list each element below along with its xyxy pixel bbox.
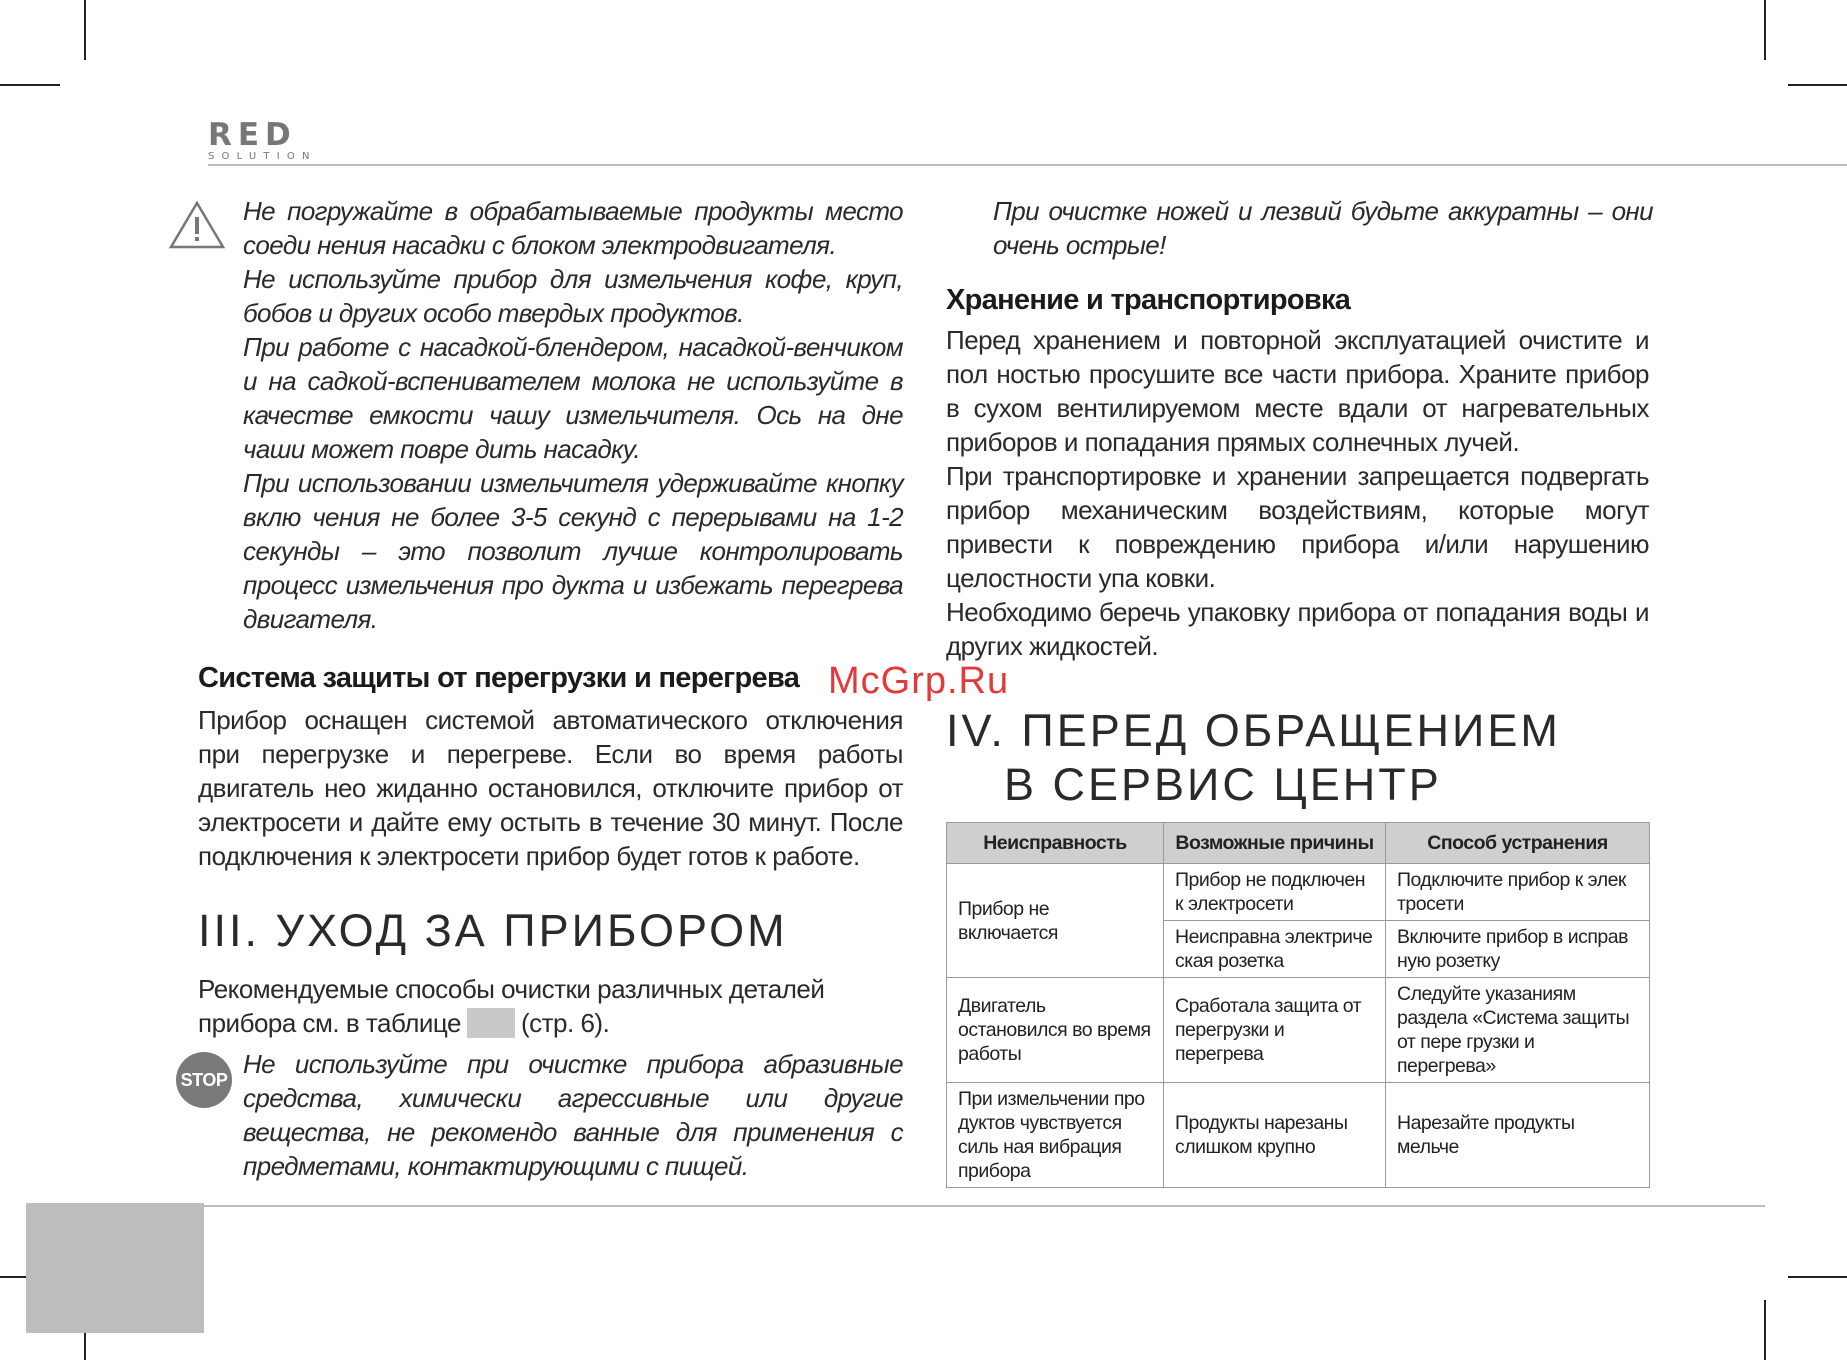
fault-cell: Прибор не включается xyxy=(947,864,1164,978)
warning-triangle-icon xyxy=(168,200,226,250)
storage-heading: Хранение и транспортировка xyxy=(946,284,1351,316)
table-header-row xyxy=(947,823,1650,864)
crop-mark xyxy=(1764,0,1766,60)
overload-heading: Система защиты от перегрузки и перегрева xyxy=(198,662,800,694)
stop-icon: STOP xyxy=(176,1052,232,1108)
crop-mark xyxy=(1764,1300,1766,1360)
care-text-before: Рекомендуемые способы очистки различных деталей прибора см. в таблице xyxy=(198,974,825,1038)
fix-cell: Нарезайте продукты мельче xyxy=(1386,1083,1650,1188)
page-number-block xyxy=(26,1203,204,1333)
brand-logo-sub: SOLUTION xyxy=(208,151,317,162)
footer-rule xyxy=(200,1205,1765,1207)
crop-mark xyxy=(1788,1276,1847,1278)
storage-paragraph: Перед хранением и повторной эксплуатацией очистите и пол ностью просушите все части прибора. Храните прибор в сухом вентилируемом месте вдали от нагревательных приборов и попадания прямых солнечных лучей. xyxy=(946,325,1649,457)
fault-cell: При измельчении про дуктов чувствуется силь ная вибрация прибора xyxy=(947,1083,1164,1188)
table-row xyxy=(947,978,1650,1083)
watermark: McGrp.Ru xyxy=(828,660,1010,702)
care-section xyxy=(198,904,903,1040)
table-row xyxy=(947,864,1650,921)
header-rule xyxy=(208,164,1847,166)
storage-paragraph: Необходимо беречь упаковку прибора от попадания воды и других жидкостей. xyxy=(946,597,1649,661)
cause-cell: Продукты нарезаны слишком крупно xyxy=(1164,1083,1386,1188)
fix-cell: Следуйте указаниям раздела «Система защиты от пере грузки и перегрева» xyxy=(1386,978,1650,1083)
service-section xyxy=(946,704,1649,812)
blade-warning xyxy=(993,194,1653,262)
overload-text: Прибор оснащен системой автоматического отключения при перегрузке и перегреве. Если во время работы двигатель нео жиданно остановился, отключите прибор от электросети и дайте ему остыть в течение 30 минут. После подключения к электросети прибор будет готов к работе. xyxy=(198,705,903,871)
brand-logo-main: RED xyxy=(208,117,297,153)
crop-mark xyxy=(84,0,86,60)
troubleshooting-table xyxy=(946,822,1650,1188)
overload-section xyxy=(198,662,903,873)
warning-paragraph: Не используйте прибор для измельчения кофе, круп, бобов и других особо твердых продуктов. xyxy=(243,264,903,328)
fix-cell: Подключите прибор к элек тросети xyxy=(1386,864,1650,921)
brand-logo xyxy=(208,117,348,162)
crop-mark xyxy=(1788,84,1847,86)
table-header-cell: Способ устранения xyxy=(1386,823,1650,864)
storage-paragraph: При транспортировке и хранении запрещается подвергать прибор механическим воздействиям, которые могут привести к повреждению прибора и/или нарушению целостности упа ковки. xyxy=(946,461,1649,593)
care-text-after: (стр. 6). xyxy=(520,1008,610,1038)
cause-cell: Прибор не подключен к электросети xyxy=(1164,864,1386,921)
care-text xyxy=(198,972,903,1040)
fix-cell: Включите прибор в исправ ную розетку xyxy=(1386,921,1650,978)
blade-warning-text: При очистке ножей и лезвий будьте аккуратны – они очень острые! xyxy=(993,196,1653,260)
cause-cell: Сработала защита от перегрузки и перегрева xyxy=(1164,978,1386,1083)
storage-section xyxy=(946,284,1649,663)
service-heading-line1: IV. ПЕРЕД ОБРАЩЕНИЕМ xyxy=(946,705,1561,756)
fault-cell: Двигатель остановился во время работы xyxy=(947,978,1164,1083)
stop-text: Не используйте при очистке прибора абразивные средства, химически агрессивные или другие вещества, не рекомендо ванные для применения с предметами, контактирующими с пищей. xyxy=(243,1049,903,1181)
left-column xyxy=(243,194,903,636)
service-heading-line2: В СЕРВИС ЦЕНТР xyxy=(1004,759,1442,810)
stop-warning xyxy=(243,1047,903,1183)
table-header-cell: Возможные причины xyxy=(1164,823,1386,864)
table-row xyxy=(947,1083,1650,1188)
cause-cell: Неисправна электриче ская розетка xyxy=(1164,921,1386,978)
care-heading: III. УХОД ЗА ПРИБОРОМ xyxy=(198,905,788,956)
table-header-cell: Неисправность xyxy=(947,823,1164,864)
warning-paragraph: При использовании измельчителя удерживайте кнопку вклю чения не более 3-5 секунд с перерывами на 1-2 секунды – это позволит лучше контролировать процесс измельчения про дукта и избежать перегрева двигателя. xyxy=(243,468,903,634)
warning-paragraph: При работе с насадкой-блендером, насадкой-венчиком и на садкой-вспенивателем молока не используйте в качестве емкости чашу измельчителя. Ось на дне чаши может повре дить насадку. xyxy=(243,332,903,464)
table-reference-box xyxy=(467,1008,515,1038)
crop-mark xyxy=(0,84,60,86)
warning-paragraph: Не погружайте в обрабатываемые продукты место соеди нения насадки с блоком электродвигателя. xyxy=(243,196,903,260)
